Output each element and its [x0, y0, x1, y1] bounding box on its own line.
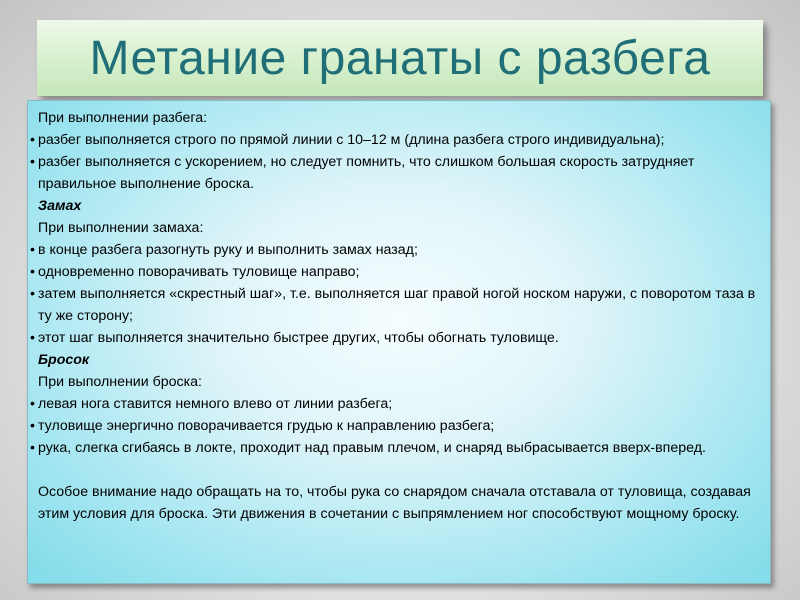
content-box — [27, 100, 771, 584]
list-item-text: одновременно поворачивать туловище направо; — [38, 264, 360, 280]
list-item — [30, 239, 760, 261]
bullet-icon: • — [30, 242, 35, 258]
throw-intro: При выполнении броска: — [38, 374, 202, 390]
list-item — [30, 327, 760, 349]
bullet-icon: • — [30, 396, 35, 412]
bullet-icon: • — [30, 154, 35, 170]
list-item — [30, 151, 760, 195]
note-paragraph: Особое внимание надо обращать на то, чтобы рука со снарядом сначала отставала от туловища, создавая этим условия для броска. Эти движения в сочетании с выпрямлением ног способствуют мощному броску. — [38, 484, 751, 522]
list-item-text: туловище энергично поворачивается грудью к направлению разбега; — [38, 418, 495, 434]
list-item — [30, 393, 760, 415]
swing-intro: При выполнении замаха: — [38, 220, 204, 236]
throw-heading: Бросок — [38, 352, 90, 368]
list-item-text: разбег выполняется строго по прямой линии с 10–12 м (длина разбега строго индивидуальна); — [38, 132, 665, 148]
list-item-text: затем выполняется «скрестный шаг», т.е. выполняется шаг правой ногой носком наружи, с поворотом таза в ту же сторону; — [38, 286, 756, 324]
list-item-text: разбег выполняется с ускорением, но следует помнить, что слишком большая скорость затрудняет правильное выполнение броска. — [38, 154, 695, 192]
list-item — [30, 283, 760, 327]
bullet-icon: • — [30, 330, 35, 346]
list-item — [30, 261, 760, 283]
title-box — [37, 20, 763, 96]
list-item — [30, 415, 760, 437]
list-item — [30, 437, 760, 459]
slide-title: Метание гранаты с разбега — [89, 31, 711, 85]
run-intro: При выполнении разбега: — [38, 110, 208, 126]
bullet-icon: • — [30, 264, 35, 280]
swing-heading: Замах — [38, 198, 82, 214]
list-item-text: в конце разбега разогнуть руку и выполнить замах назад; — [38, 242, 418, 258]
bullet-icon: • — [30, 440, 35, 456]
spacer — [30, 459, 760, 481]
bullet-icon: • — [30, 418, 35, 434]
bullet-icon: • — [30, 132, 35, 148]
list-item-text: рука, слегка сгибаясь в локте, проходит над правым плечом, и снаряд выбрасывается вверх-вперед. — [38, 440, 706, 456]
list-item — [30, 129, 760, 151]
list-item-text: этот шаг выполняется значительно быстрее других, чтобы обогнать туловище. — [38, 330, 559, 346]
bullet-icon: • — [30, 286, 35, 302]
list-item-text: левая нога ставится немного влево от линии разбега; — [38, 396, 393, 412]
